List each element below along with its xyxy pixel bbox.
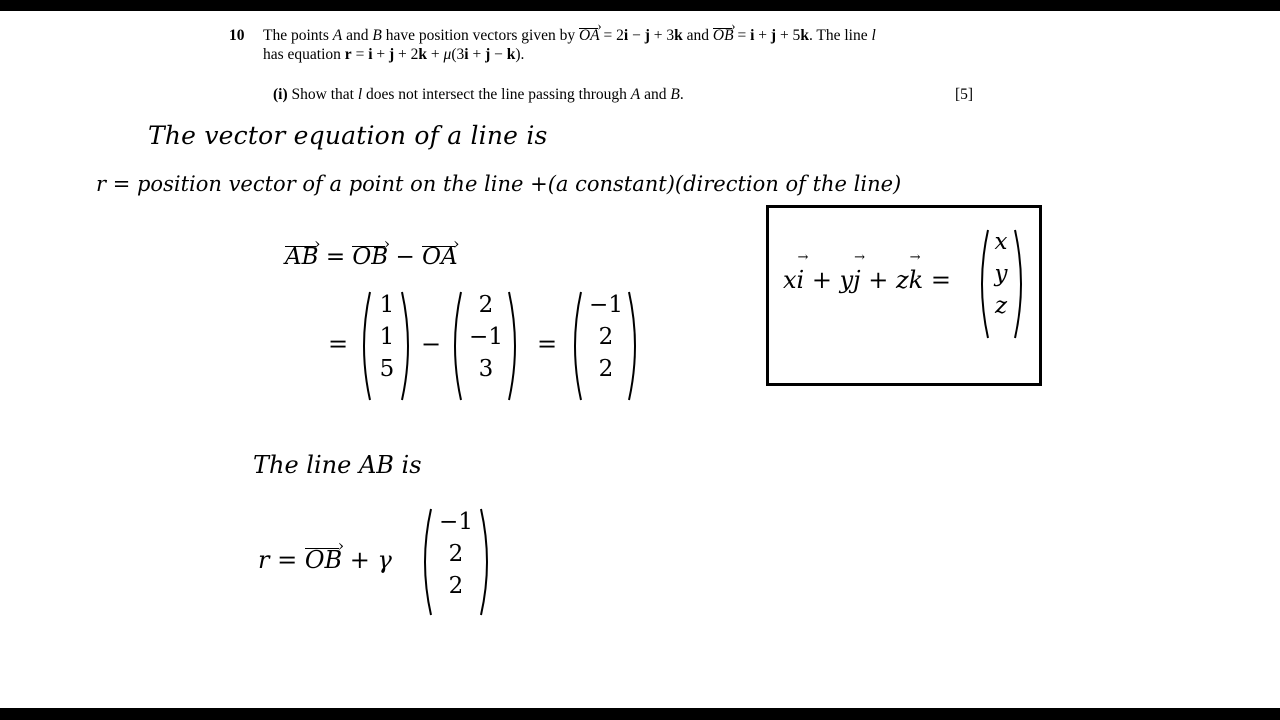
ab-vector-equation: AB › = OB › − OA › [285, 244, 458, 270]
question-text-line-2: has equation r = i + j + 2k + μ(3i + j − k). [263, 46, 525, 63]
line-ab-equation: r = OB › + γ [258, 546, 392, 574]
direction-vector-column: −1 2 2 [439, 509, 473, 599]
minus-sign: − [421, 330, 442, 358]
right-paren-xyz [1013, 228, 1027, 340]
equals-sign-1: = [328, 330, 349, 358]
vector-ob: OB › [713, 27, 734, 45]
line-ab-heading: The line AB is [253, 451, 422, 479]
bottom-letterbox-bar [0, 708, 1280, 720]
left-paren-ob [358, 290, 372, 402]
line-equation-definition: r = position vector of a point on the line +(a constant)(direction of the line) [96, 172, 902, 196]
question-text-line-1: The points A and B have position vectors given by OA › = 2i − j + 3k and OB › = i + j + 5k. The line l [263, 27, 876, 45]
vector-equation-heading: The vector equation of a line is [148, 121, 548, 150]
left-paren-ab [569, 290, 583, 402]
question-part-i: (i) Show that l does not intersect the line passing through A and B. [273, 86, 684, 103]
right-paren-ab [627, 290, 641, 402]
right-paren-direction [479, 507, 493, 617]
vector-ab-column: −1 2 2 [589, 292, 623, 382]
marks-label: [5] [955, 86, 974, 103]
xyz-column: x y z [994, 229, 1008, 319]
question-number: 10 [229, 27, 245, 44]
equals-sign-2: = [537, 330, 558, 358]
left-paren-direction [419, 507, 433, 617]
vector-ob-column: 1 1 5 [379, 292, 395, 382]
vector-oa-column: 2 −1 3 [469, 292, 503, 382]
left-paren-oa [449, 290, 463, 402]
right-paren-oa [507, 290, 521, 402]
right-paren-ob [400, 290, 414, 402]
top-letterbox-bar [0, 0, 1280, 11]
vector-oa: OA › [579, 27, 600, 45]
ijk-notation: xi → + yj → + zk → = [783, 266, 951, 294]
